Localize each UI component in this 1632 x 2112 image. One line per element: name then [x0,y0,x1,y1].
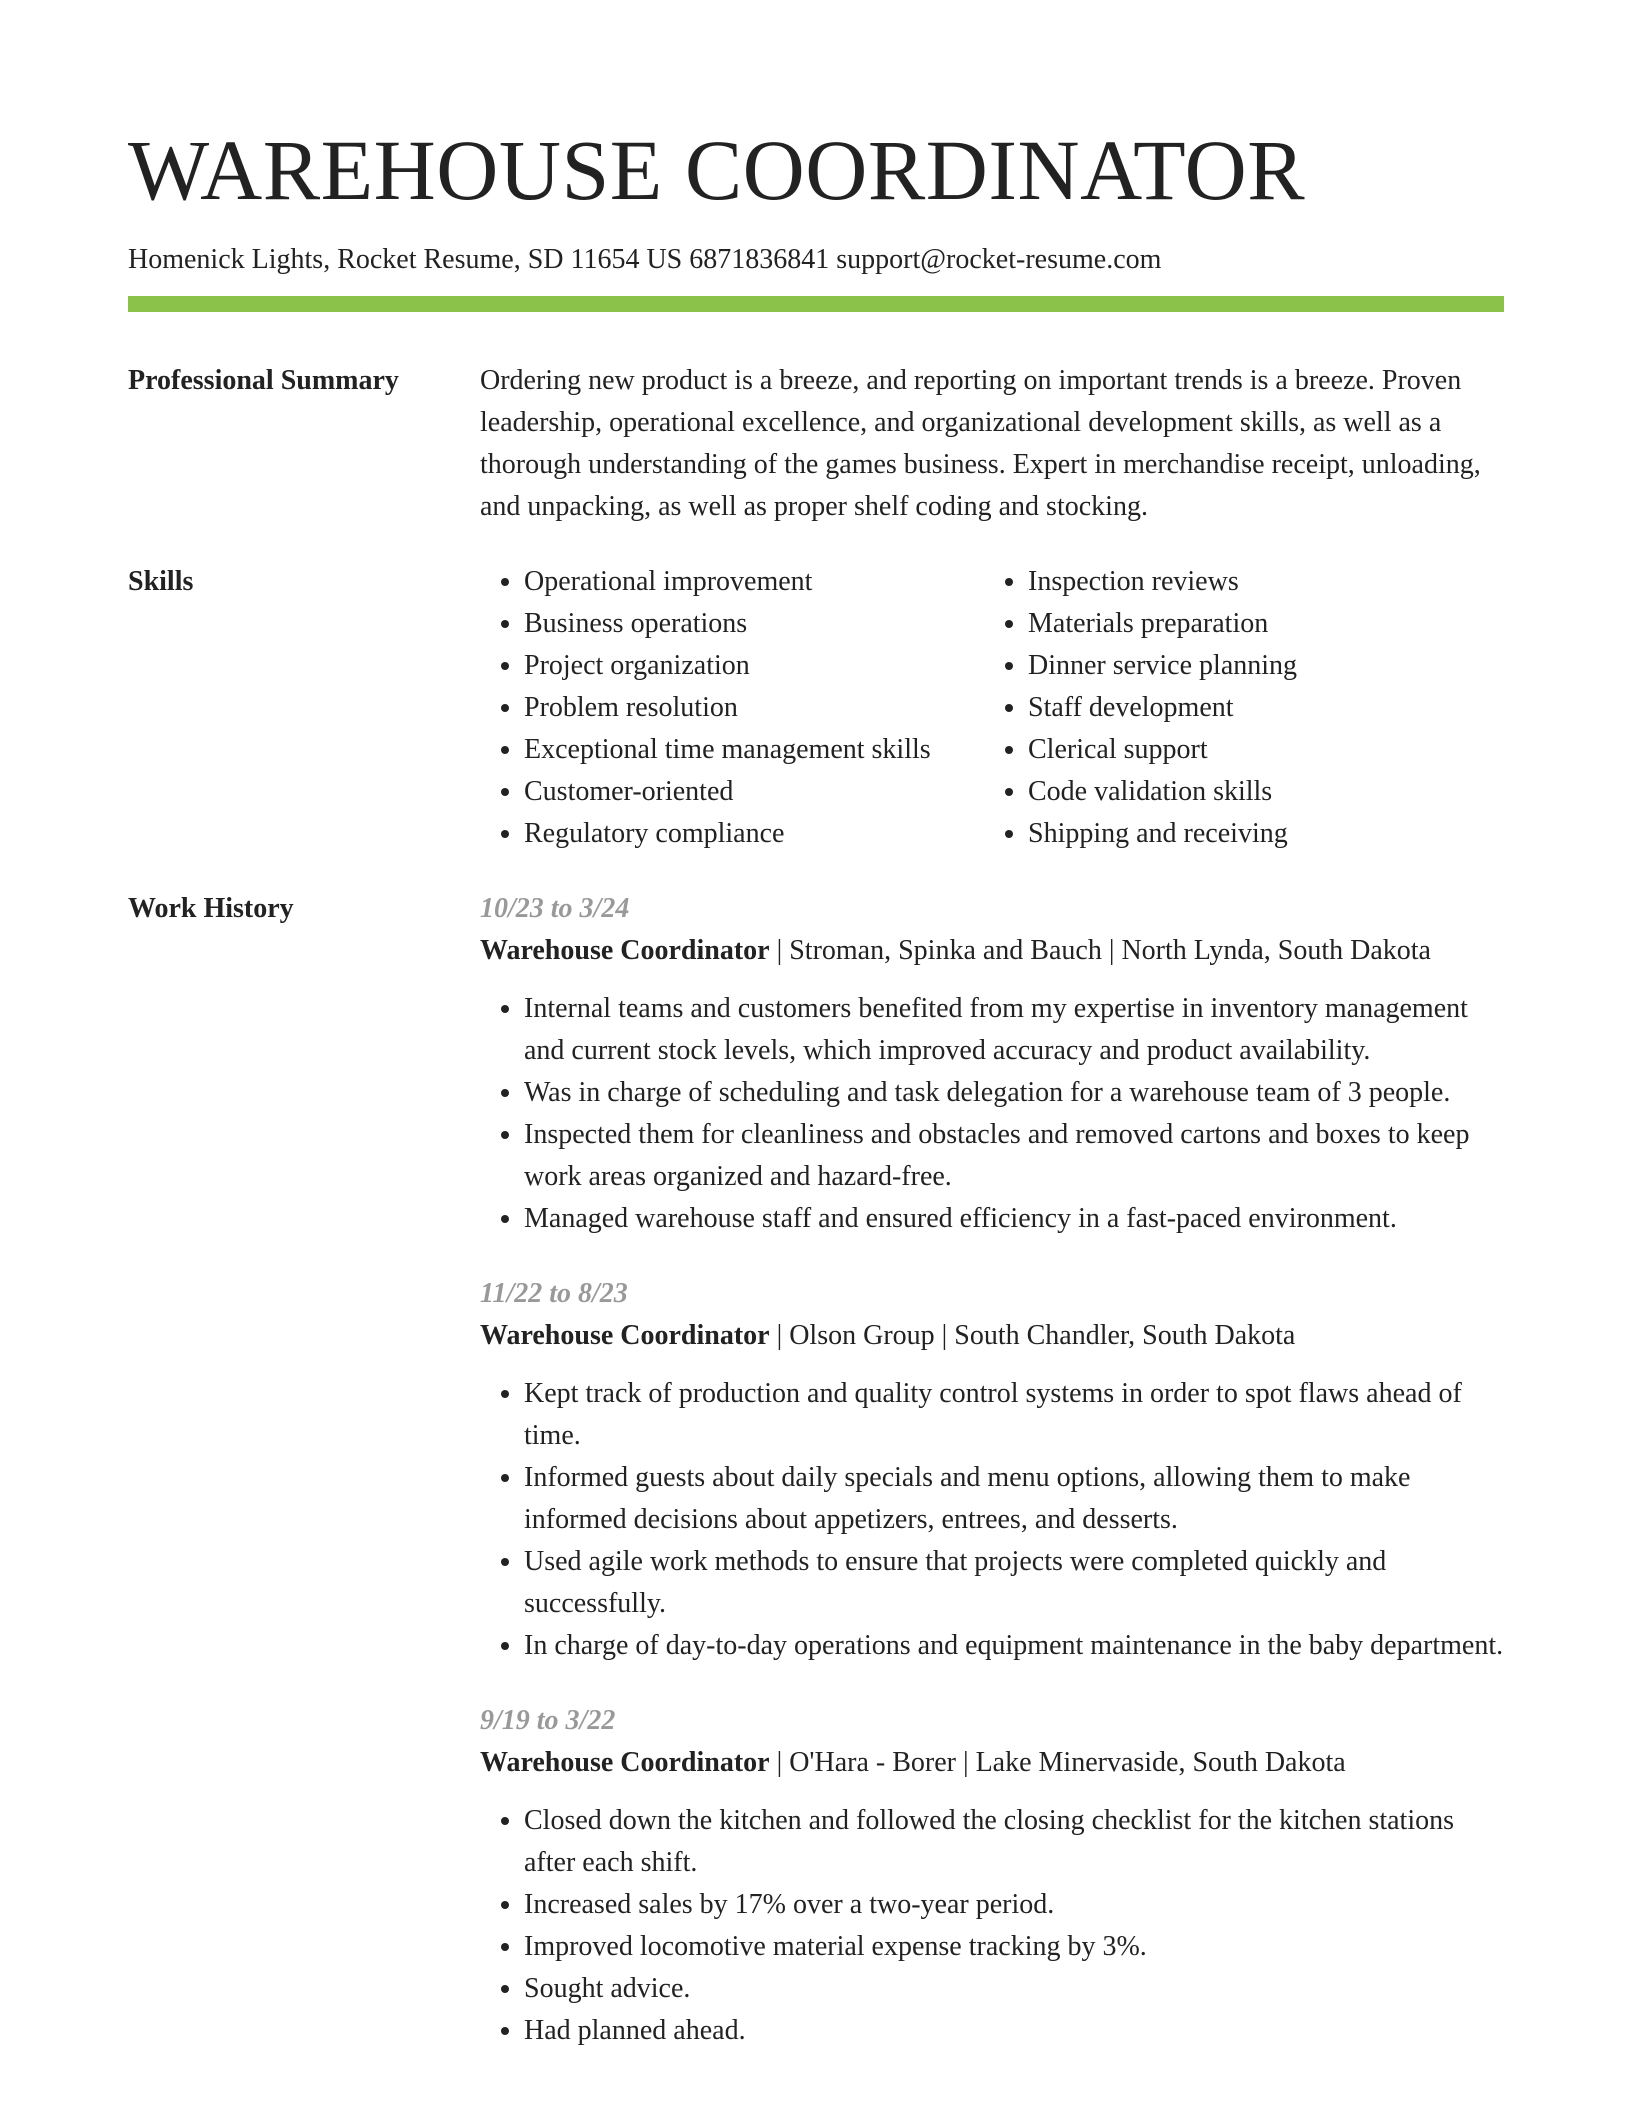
job-bullet: • In charge of day-to-day operations and equipment maintenance in the baby department. [524,1625,1504,1667]
job-header [480,1315,1504,1357]
job-bullet: • Sought advice. [524,1968,1504,2010]
work-history-section [128,888,1504,2052]
skill-item: • Code validation skills [1028,771,1504,813]
job-employer-location: | Stroman, Spinka and Bauch | North Lynda, South Dakota [769,935,1431,966]
job-bullet: • Improved locomotive material expense tracking by 3%. [524,1926,1504,1968]
job-bullet: • Informed guests about daily specials and menu options, allowing them to make informed decisions about appetizers, entrees, and desserts. [524,1457,1504,1541]
job-bullet: • Closed down the kitchen and followed the closing checklist for the kitchen stations after each shift. [524,1800,1504,1884]
skill-item: • Dinner service planning [1028,645,1504,687]
job-bullets [480,988,1504,1240]
skill-item: • Shipping and receiving [1028,813,1504,855]
skill-item: • Project organization [524,645,984,687]
job-bullet: • Increased sales by 17% over a two-year period. [524,1884,1504,1926]
summary-text: Ordering new product is a breeze, and reporting on important trends is a breeze. Proven leadership, operational excellence, and organizational development skills, as well as a thorough understanding of the games business. Expert in merchandise receipt, unloading, and unpacking, as well as proper shelf coding and stocking. [480,365,1481,522]
resume-name: WAREHOUSE COORDINATOR [128,122,1306,218]
job-title: Warehouse Coordinator [480,1320,770,1351]
summary-section [128,360,1504,528]
job-bullet: • Kept track of production and quality control systems in order to spot flaws ahead of time. [524,1373,1504,1457]
skills-column-1 [480,561,984,855]
skills-column-2 [984,561,1504,855]
job-title: Warehouse Coordinator [480,1747,770,1778]
skill-item: • Business operations [524,603,984,645]
skills-heading: Skills [128,566,194,597]
contact-phone: 6871836841 [689,244,830,275]
job-header [480,1742,1504,1784]
contact-line [128,242,1504,278]
job-bullets [480,1373,1504,1667]
skill-item: • Customer-oriented [524,771,984,813]
job-dates: 11/22 to 8/23 [480,1278,628,1309]
job-header [480,930,1504,972]
skill-item: • Problem resolution [524,687,984,729]
job-entry [480,888,1504,1240]
job-bullet: • Had planned ahead. [524,2010,1504,2052]
job-bullet: • Inspected them for cleanliness and obstacles and removed cartons and boxes to keep work areas organized and hazard-free. [524,1114,1504,1198]
skill-item: • Operational improvement [524,561,984,603]
job-entry [480,1700,1504,2052]
job-bullet: • Was in charge of scheduling and task delegation for a warehouse team of 3 people. [524,1072,1504,1114]
skill-item: • Materials preparation [1028,603,1504,645]
job-employer-location: | Olson Group | South Chandler, South Dakota [769,1320,1296,1351]
skill-item: • Staff development [1028,687,1504,729]
header-divider [128,296,1504,312]
job-entry [480,1273,1504,1667]
job-bullet: • Used agile work methods to ensure that projects were completed quickly and successfully. [524,1541,1504,1625]
work-history-heading: Work History [128,893,294,924]
job-bullet: • Internal teams and customers benefited from my expertise in inventory management and current stock levels, which improved accuracy and product availability. [524,988,1504,1072]
skills-section [128,561,1504,855]
job-dates: 10/23 to 3/24 [480,893,630,924]
job-employer-location: | O'Hara - Borer | Lake Minervaside, South Dakota [769,1747,1346,1778]
skill-item: • Regulatory compliance [524,813,984,855]
contact-email: support@rocket-resume.com [836,244,1162,275]
skill-item: • Clerical support [1028,729,1504,771]
job-title: Warehouse Coordinator [480,935,770,966]
job-bullets [480,1800,1504,2052]
skills-columns [480,561,1504,855]
job-bullet: • Managed warehouse staff and ensured efficiency in a fast-paced environment. [524,1198,1504,1240]
work-history-entries [480,888,1504,2052]
skill-item: • Inspection reviews [1028,561,1504,603]
contact-address: Homenick Lights, Rocket Resume, SD 11654 US [128,244,683,275]
job-dates: 9/19 to 3/22 [480,1705,616,1736]
skill-item: • Exceptional time management skills [524,729,984,771]
summary-heading: Professional Summary [128,365,399,396]
